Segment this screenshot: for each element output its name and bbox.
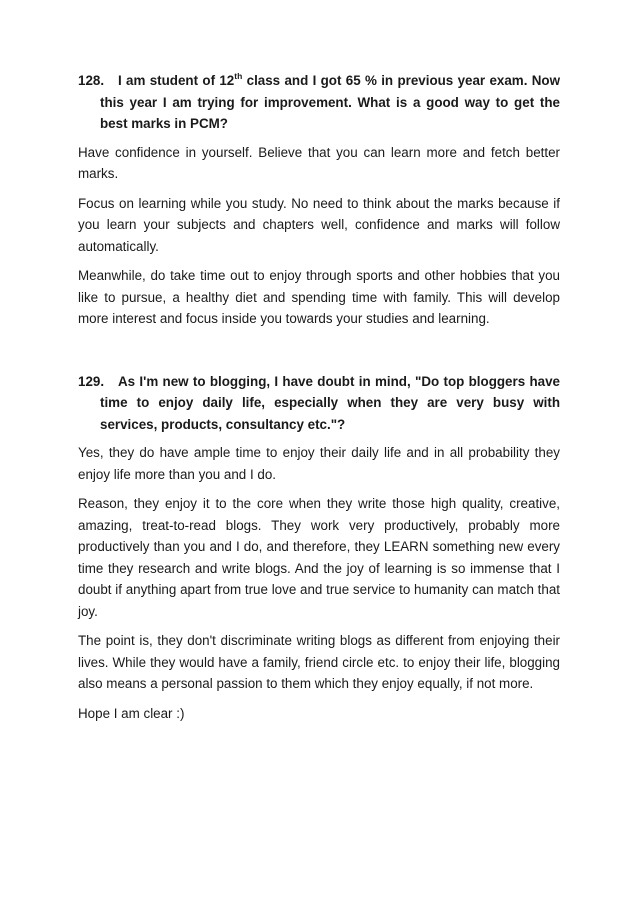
question-text-start: I am student of 12: [118, 73, 235, 88]
qa-section-128: [78, 70, 560, 330]
section-spacer: [78, 338, 560, 371]
question-superscript: th: [234, 70, 243, 81]
answer-paragraph: Reason, they enjoy it to the core when they write those high quality, creative, amazing, treat-to-read blogs. They work very productively, probably more productively than you and I do, and therefore, they LEARN something new every time they research and write blogs. And the joy of learning is so immense that I doubt if anything apart from true love and true service to humanity can match that joy.: [78, 496, 560, 619]
answer-paragraph: Hope I am clear :): [78, 705, 185, 721]
answer-paragraph: The point is, they don't discriminate writing blogs as different from enjoying their lives. While they would have a family, friend circle etc. to enjoy their life, blogging also means a personal passion to them which they enjoy equally, if not more.: [78, 633, 560, 691]
question-text-end: class and I got 65 % in previous year exam. Now this year I am trying for improvement. What is a good way to get the best marks in PCM?: [100, 73, 561, 131]
question-128: [78, 70, 560, 135]
question-129: [78, 371, 560, 436]
question-text: As I'm new to blogging, I have doubt in mind, "Do top bloggers have time to enjoy daily life, especially when they are very busy with services, products, consultancy etc."?: [100, 373, 560, 432]
question-number: 129.: [78, 373, 105, 389]
answer-paragraph: Focus on learning while you study. No need to think about the marks because if you learn your subjects and chapters well, confidence and marks will follow automatically.: [78, 195, 560, 254]
qa-section-129: [78, 371, 560, 725]
question-number: 128.: [78, 73, 105, 88]
answer-paragraph: Yes, they do have ample time to enjoy their daily life and in all probability they enjoy life more than you and I do.: [78, 445, 560, 482]
document-page: [78, 70, 560, 732]
answer-paragraph: Meanwhile, do take time out to enjoy through sports and other hobbies that you like to pursue, a healthy diet and spending time with family. This will develop more interest and focus inside you towards your studies and learning.: [78, 268, 560, 326]
answer-paragraph: Have confidence in yourself. Believe that you can learn more and fetch better marks.: [78, 144, 560, 181]
